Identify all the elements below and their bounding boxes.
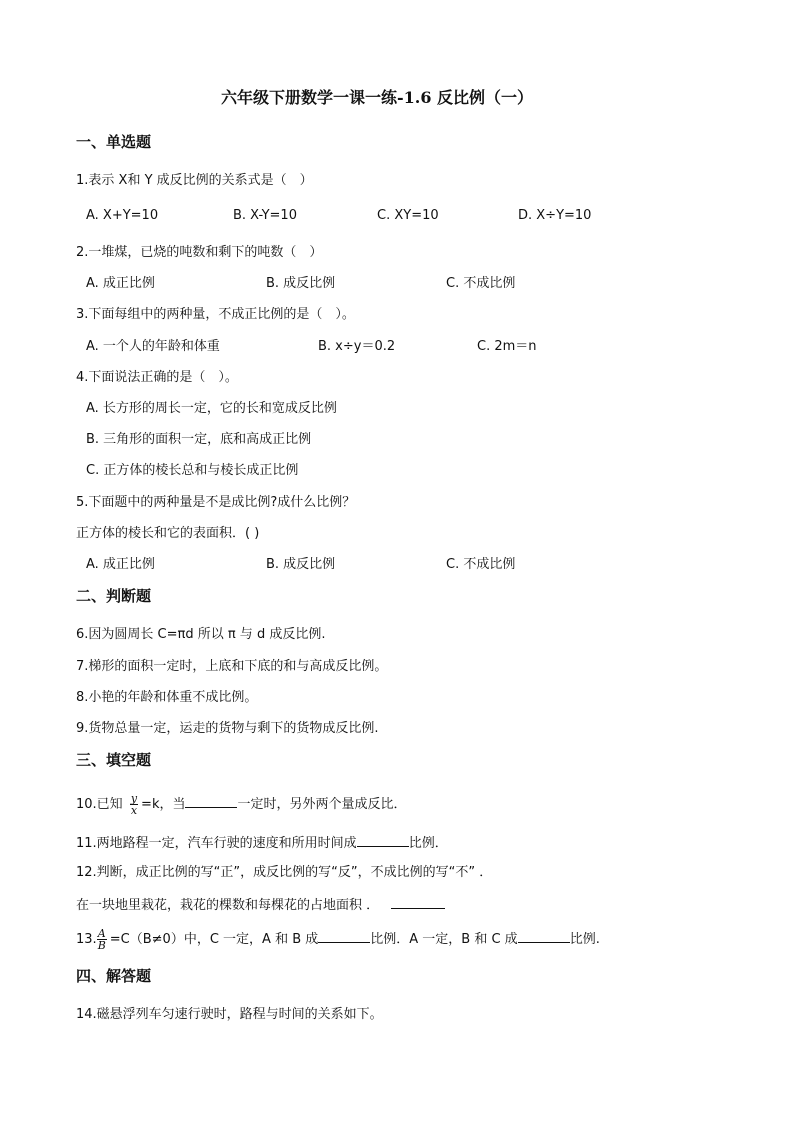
question-12-subline-text: 在一块地里栽花，栽花的棵数和每棵花的占地面积 ． [76, 898, 380, 913]
question-10-suffix: 一定时，另外两个量成反比． [237, 797, 407, 812]
question-5-subline: 正方体的棱长和它的表面积．( ) [76, 526, 260, 541]
question-5-stem: 5.下面题中的两种量是不是成比例?成什么比例？ [76, 495, 356, 510]
question-1-option-d: D. X÷Y=10 [518, 208, 592, 223]
question-13-mid2: 比例．A 一定，B 和 C 成 [370, 932, 518, 947]
question-13 [76, 926, 600, 954]
question-9: 9.货物总量一定，运走的货物与剩下的货物成反比例. [76, 721, 379, 736]
question-5-option-c: C. 不成比例 [446, 557, 516, 572]
page-title: 六年级下册数学一课一练-1.6 反比例（一） [221, 88, 534, 107]
question-13-mid: =C（B≠0）中，C 一定，A 和 B 成 [109, 932, 319, 947]
question-2-option-a: A. 成正比例 [86, 276, 155, 291]
question-3-stem: 3.下面每组中的两种量，不成正比例的是（ ）。 [76, 307, 355, 322]
question-3-option-c: C. 2m＝n [477, 339, 537, 354]
question-1-option-a: A. X+Y=10 [86, 208, 159, 223]
answer-blank[interactable] [318, 930, 370, 943]
fraction-denominator: x [130, 804, 138, 817]
answer-blank[interactable] [518, 930, 570, 943]
section-heading-solve: 四、解答题 [76, 967, 152, 985]
question-8: 8.小艳的年龄和体重不成比例。 [76, 690, 258, 705]
fraction-denominator: B [97, 939, 106, 952]
answer-blank[interactable] [357, 834, 409, 847]
question-1-option-c: C. XY=10 [377, 208, 439, 223]
question-4-option-c: C. 正方体的棱长总和与棱长成正比例 [86, 463, 299, 478]
question-7: 7.梯形的面积一定时，上底和下底的和与高成反比例。 [76, 659, 388, 674]
question-5-option-b: B. 成反比例 [266, 557, 336, 572]
question-4-option-a: A. 长方形的周长一定，它的长和宽成反比例 [86, 401, 337, 416]
fraction-numerator: y [130, 792, 138, 805]
section-heading-true-false: 二、判断题 [76, 587, 152, 605]
question-1-option-b: B. X-Y=10 [233, 208, 297, 223]
question-13-prefix: 13. [76, 932, 97, 947]
question-11-prefix: 11.两地路程一定，汽车行驶的速度和所用时间成 [76, 836, 357, 851]
question-11 [76, 834, 448, 852]
fraction-numerator: A [97, 927, 106, 940]
question-1-stem: 1.表示 X和 Y 成反比例的关系式是（ ） [76, 173, 313, 188]
question-5-option-a: A. 成正比例 [86, 557, 155, 572]
fraction-a-over-b [97, 928, 107, 951]
question-2-option-b: B. 成反比例 [266, 276, 336, 291]
fraction-y-over-x [130, 793, 138, 816]
question-14: 14.磁悬浮列车匀速行驶时，路程与时间的关系如下。 [76, 1007, 383, 1022]
question-3-option-b: B. x÷y＝0.2 [318, 339, 396, 354]
question-10-prefix: 10.已知 [76, 797, 123, 812]
question-11-suffix: 比例． [408, 836, 448, 851]
question-12-stem: 12.判断，成正比例的写“正”，成反比例的写“反”，不成比例的写“不” ． [76, 865, 493, 880]
question-4-option-b: B. 三角形的面积一定，底和高成正比例 [86, 432, 312, 447]
section-heading-fill-blank: 三、填空题 [76, 751, 152, 769]
question-13-suffix: 比例. [569, 932, 600, 947]
question-10 [76, 792, 406, 818]
question-12-subline [76, 896, 445, 914]
question-4-stem: 4.下面说法正确的是（ ）。 [76, 370, 238, 385]
question-10-mid: =k，当 [141, 797, 186, 812]
section-heading-single-choice: 一、单选题 [76, 133, 152, 151]
question-3-option-a: A. 一个人的年龄和体重 [86, 339, 220, 354]
question-2-stem: 2.一堆煤，已烧的吨数和剩下的吨数（ ） [76, 245, 323, 260]
answer-blank[interactable] [391, 896, 445, 909]
answer-blank[interactable] [185, 795, 237, 808]
question-2-option-c: C. 不成比例 [446, 276, 516, 291]
question-6: 6.因为圆周长 C=πd 所以 π 与 d 成反比例. [76, 627, 326, 642]
